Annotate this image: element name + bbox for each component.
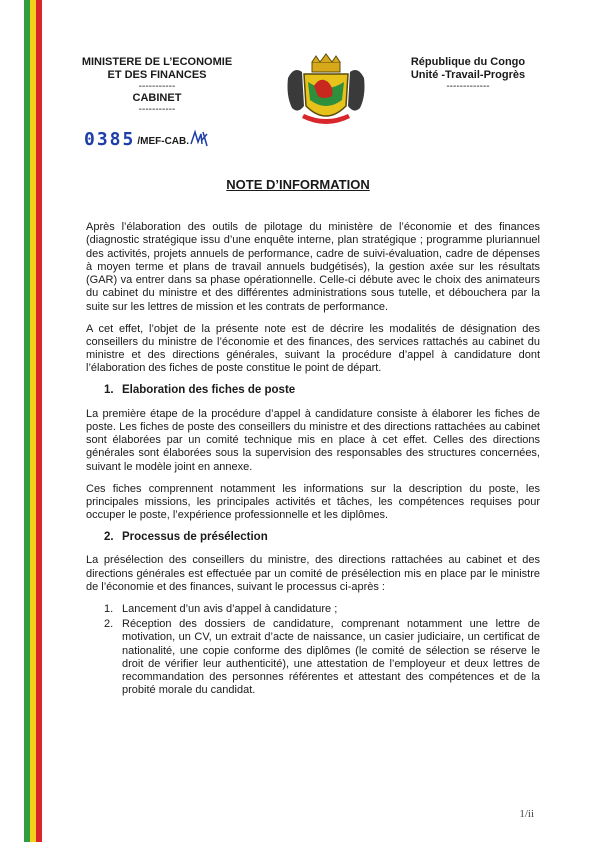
list-item-number: 1.: [104, 602, 114, 615]
list-item-text: Réception des dossiers de candidature, comprenant notamment une lettre de motivation, un CV, un extrait d’acte de naissance, un casier judiciaire, un certificat de nationalité, une copie conforme des diplômes (le comité de sélection se réserve le droit de vérifier leur authenticité), une attestation de l’employeur et deux lettres de recommandation des personnes référentes et attestant des compétences et de la probité morale du candidat.: [122, 617, 540, 697]
flag-red-band: [36, 0, 42, 842]
ministry-name-line1: MINISTERE DE L’ECONOMIE: [81, 56, 233, 68]
document-body: [86, 221, 540, 700]
ministry-header: [72, 56, 242, 115]
list-item-text: Lancement d’un avis d’appel à candidature ;: [122, 602, 338, 615]
handwritten-initials-icon: [189, 128, 211, 150]
national-motto: Unité -Travail-Progrès: [410, 69, 526, 81]
country-name: République du Congo: [410, 56, 526, 68]
list-item: [86, 618, 540, 698]
reference-number-value: 0385: [84, 129, 136, 150]
section-1-paragraph-2: Ces fiches comprennent notamment les informations sur la description du poste, les principales missions, les principales activités et tâches, les compétences requises pour occuper le poste, l’expérience professionnelle et les diplômes.: [86, 482, 540, 522]
section-1-title: Elaboration des fiches de poste: [122, 384, 296, 397]
coat-of-arms-icon: [284, 48, 368, 130]
document-title: NOTE D’INFORMATION: [226, 177, 370, 192]
header-separator-2: -----------: [138, 104, 176, 115]
list-item-number: 2.: [104, 617, 114, 630]
section-1-number: 1.: [104, 384, 114, 397]
section-2-paragraph-1: La présélection des conseillers du ministre, des directions rattachées au cabinet et des directions générales est effectuée par un comité de présélection mis en place par le ministre de l’économie et des finances, suivant le processus ci-après :: [86, 554, 540, 593]
republic-header: [398, 56, 538, 92]
cabinet-label: CABINET: [132, 92, 182, 104]
purpose-paragraph: A cet effet, l’objet de la présente note est de décrire les modalités de désignation des conseillers du ministre de l’économie et des finances, des services rattachés au cabinet du ministre et des directions générales, suivant la procédure d’appel à candidature dont l’élaboration des fiches de poste constitue le point de départ.: [86, 322, 540, 375]
reference-suffix: /MEF-CAB.: [137, 136, 190, 147]
section-2-title: Processus de présélection: [122, 530, 268, 543]
list-item: [86, 603, 540, 616]
national-flag-stripe: [24, 0, 42, 842]
section-2-number: 2.: [104, 530, 114, 543]
section-1-heading: [104, 384, 540, 397]
ministry-name-line2: ET DES FINANCES: [107, 69, 207, 81]
preselection-steps-list: [86, 603, 540, 698]
reference-number: [84, 128, 211, 150]
header-separator-right: -------------: [446, 81, 490, 92]
page-number: 1/ii: [519, 808, 534, 820]
section-1-paragraph-1: La première étape de la procédure d’appel à candidature consiste à élaborer les fiches de poste. Les fiches de poste des conseillers du ministre et des directions rattachées au cabinet sont élaborées par un comité technique mis en place à cet effet. Celles des directions générales sont élaborées sous la supervision des responsables des structures concernées, suivant le modèle joint en annexe.: [86, 407, 540, 473]
intro-paragraph: Après l’élaboration des outils de pilotage du ministère de l’économie et des finances (diagnostic stratégique issu d’une enquête interne, plan stratégique ; programme pluriannuel des activités, projets annuels de performance, cadre de suivi-évaluation, cadre de dépenses à moyen terme et plans de travail annuels budgétisés), la gestion axée sur les résultats (GAR) va entrer dans sa phase opérationnelle. Celle-ci débute avec le choix des animateurs du cabinet du ministre et des différentes administrations sous tutelle, et débouchera par la suite sur les lettres de mission et les contrats de performance.: [86, 221, 540, 313]
header-separator: -----------: [138, 81, 176, 92]
section-2-heading: [104, 531, 540, 544]
